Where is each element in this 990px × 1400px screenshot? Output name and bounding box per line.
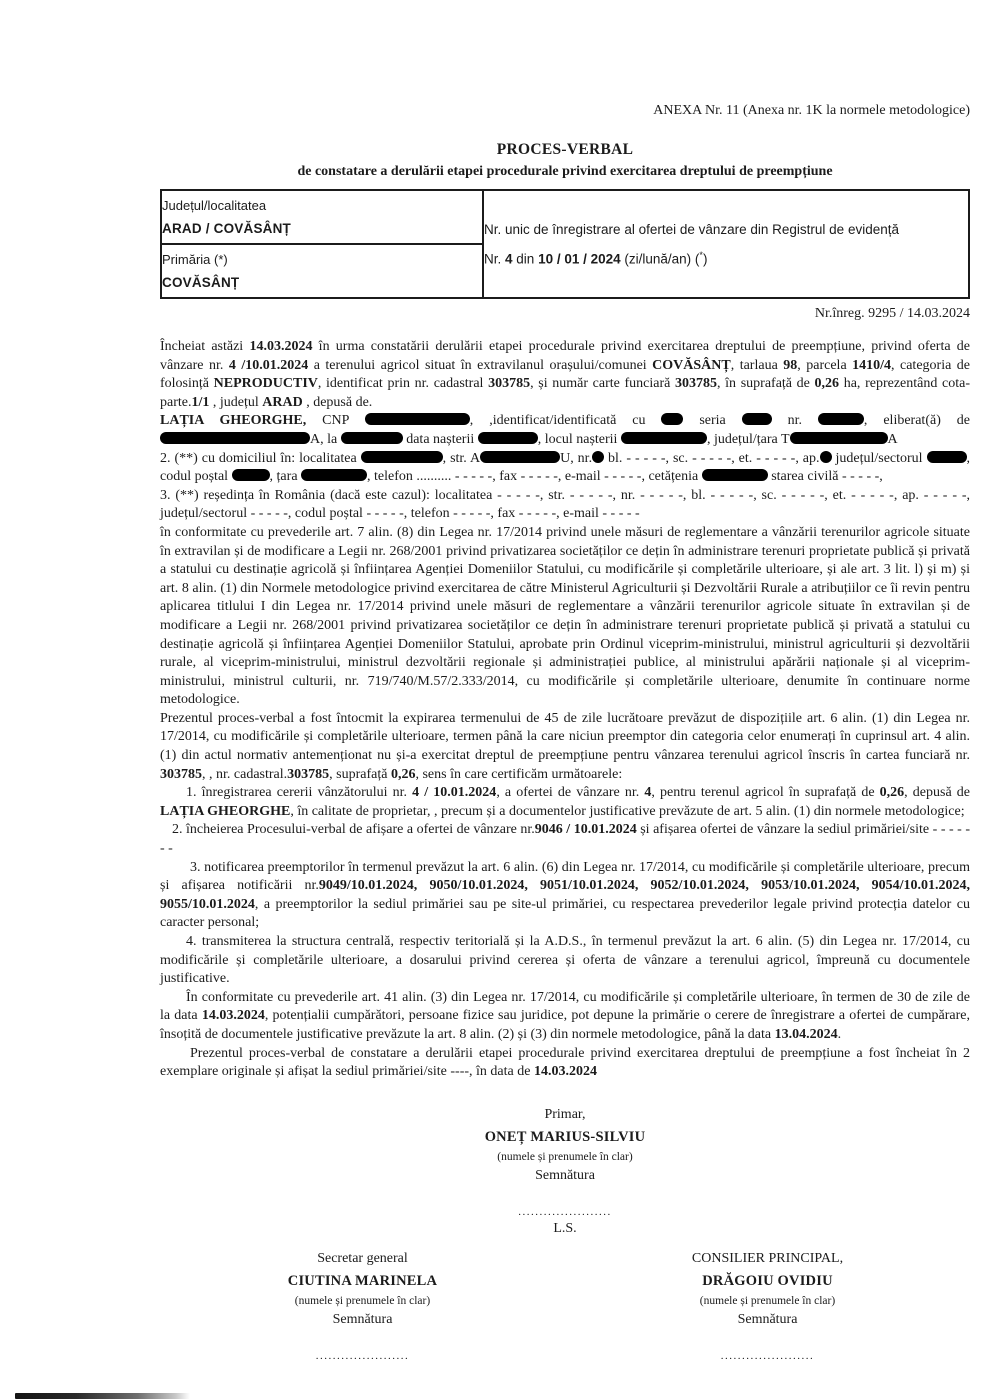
signature-block-secretar [160, 1251, 565, 1362]
paragraph: 1. înregistrarea cererii vânzătorului nr. 4 / 10.01.2024, a ofertei de vânzare nr. 4, pentru terenul agricol în suprafață de 0,26, depusă de LAȚIA GHEORGHE, în calitate de proprietar, , precum și a documentelor justificative prevăzute de art. 5 alin. (1) din normele metodologice; [160, 785, 971, 819]
registry-number-note: Nr.înreg. 9295 / 14.03.2024 [814, 306, 970, 321]
county-label: Județul/localitatea [162, 198, 267, 213]
redaction-bar [365, 413, 470, 425]
consilier-note: (numele și prenumele în clar) [699, 1294, 836, 1307]
anexa-note: ANEXA Nr. 11 (Anexa nr. 1K la normele metodologice) [653, 103, 970, 118]
county-cell [161, 190, 483, 244]
registration-cell [483, 190, 969, 298]
paragraph: în conformitate cu prevederile art. 7 alin. (8) din Legea nr. 17/2014 privind unele măsuri de reglementare a vânzării terenurilor agricole situate în extravilan și de modificare a Legii nr. 268/2001 privind privatizarea societăților ce dețin în administrare terenuri proprietate publică și privată a statului cu destinație agricolă și înființarea Agenției Domeniilor Statului, cu modificările și completările ulterioare, și ale art. 3 lit. l) și m) și art. 8 alin. (1) din Normele metodologice privind exercitarea de către Ministerul Agriculturii și Dezvoltării Rurale a atribuțiilor ce îi revin pentru aplicarea titlului I din Legea nr. 17/2014 privind unele măsuri de reglementare a vânzării terenurilor agricole situate în extravilan și de modificare a Legii nr. 268/2001 privind privatizarea societăților ce dețin în administrare terenuri proprietate publică și privată a statului cu destinație agricolă și înființarea Agenției Domeniilor Statului, aprobate prin Ordinul viceprim-ministrului, ministrul agriculturii și dezvoltării rurale, al viceprim-ministrului, ministrul dezvoltării regionale și administrației publice, al ministrului apărării naționale și al viceprim-ministrului, ministrul culturii, nr. 719/740/M.57/2.333/2014, cu modificările și completările ulterioare, denumite în continuare norme metodologice. [160, 524, 970, 708]
page-title: PROCES-VERBAL [496, 141, 634, 158]
primar-signature-label: Semnătura [535, 1167, 595, 1183]
paragraph: Prezentul proces-verbal de constatare a derulării etapei procedurale privind exercitarea dreptului de preempțiune a fost încheiat în 2 exemplare originale și afișat la sediul primăriei/site ----, în data de 14.03.2024 [160, 1045, 970, 1080]
secretar-role: Secretar general [317, 1250, 408, 1266]
primar-name: ONEȚ MARIUS-SILVIU [484, 1128, 646, 1145]
redaction-bar [621, 432, 707, 444]
redaction-bar [232, 469, 270, 481]
paragraph: LAȚIA GHEORGHE, CNP , ,identificat/identificată cu seria nr. , eliberat(ă) de A, la data nașterii , locul nașterii , județul/țara T A [160, 413, 970, 447]
signature-block-consilier [565, 1251, 970, 1362]
page-subtitle: de constatare a derulării etapei procedurale privind exercitarea dreptului de preempțiune [297, 164, 833, 179]
paragraph: 3. (**) reședința în România (dacă este cazul): localitatea - - - - -, str. - - - - -, nr. - - - - -, bl. - - - - -, sc. - - - - -, et. - - - - -, ap. - - - - -, județul/sectorul - - - - -, codul poștal - - - - -, telefon - - - - -, fax - - - - -, e-mail - - - - - [160, 487, 970, 522]
paragraph: În conformitate cu prevederile art. 41 alin. (3) din Legea nr. 17/2014, cu modificările și completările ulterioare, în termen de 30 de zile de la data 14.03.2024, potențialii cumpărători, persoane fizice sau juridice, pot depune la primărie o cerere de înregistrare a ofertei de cumpărare, însoțită de documentele justificative prevăzute la art. 8 alin. (2) și (3) din normele metodologice, până la data 13.04.2024. [160, 989, 970, 1042]
paragraph: 2. (**) cu domiciliul în: localitatea , str. A U, nr. bl. - - - - -, sc. - - - - -, et. - - - - -, ap. județul/sectorul , codul poștal , țara , telefon .......... - - - - -, fax - - - - -, e-mail - - - - -, cetățenia starea civilă - - - - -, [160, 450, 971, 485]
stamp-placeholder: L.S. [553, 1220, 577, 1236]
header-table [160, 189, 970, 299]
paragraph: 3. notificarea preemptorilor în termenul prevăzut la art. 6 alin. (6) din Legea nr. 17/2014, cu modificările și completările ulterioare, precum și afișarea notificării nr.9049/10.01.2024, 9050/10.01.2024, 9051/10.01.2024, 9052/10.01.2024, 9053/10.01.2024, 9054/10.01.2024, 9055/10.01.2024, a preemptorilor la sediul primăriei sau pe site-ul primăriei, cu respectarea prevederilor legale privind protecția datelor cu caracter personal; [160, 859, 970, 931]
paragraph: Încheiat astăzi 14.03.2024 în urma constatării derulării etapei procedurale privind exercitarea dreptului de preempțiune, privind oferta de vânzare nr. 4 /10.01.2024 a terenului agricol situat în extravilanul orașului/comunei COVĂSÂNȚ, tarlaua 98, parcela 1410/4, categoria de folosință NEPRODUCTIV, identificat prin nr. cadastral 303785, și număr carte funciară 303785, în suprafață de 0,26 ha, reprezentând cota-parte.1/1 , județul ARAD , depusă de. [160, 339, 971, 410]
scan-artifact [15, 1393, 190, 1399]
registration-number-line: Nr. 4 din 10 / 01 / 2024 (zi/lună/an) (*) [484, 249, 708, 267]
secretar-name: CIUTINA MARINELA [287, 1272, 438, 1289]
redaction-bar [742, 413, 772, 425]
redaction-bar [702, 469, 768, 481]
consilier-signature-label: Semnătura [737, 1311, 798, 1327]
redaction-bar [478, 432, 538, 444]
secretar-signature-line: ...................... [315, 1349, 410, 1362]
secretar-signature-label: Semnătura [332, 1311, 393, 1327]
paragraph: Prezentul proces-verbal a fost întocmit la expirarea termenului de 45 de zile lucrătoare prevăzut de dispozițiile art. 6 alin. (1) din Legea nr. 17/2014, cu modificările și completările ulterioare, termen până la care niciun preemptor din categoria celor enumerați în cuprinsul art. 4 alin. (1) din actul normativ antemenționat nu și-a exercitat dreptul de preempțiune pentru vânzarea terenului agricol înscris în cartea funciară nr. 303785, , nr. cadastral.303785, suprafață 0,26, sens în care certificăm următoarele: [160, 710, 970, 782]
county-value: ARAD / COVĂSÂNȚ [162, 221, 292, 236]
primar-role: Primar, [544, 1106, 586, 1122]
cityhall-label: Primăria (*) [162, 252, 228, 267]
cityhall-cell [161, 244, 483, 298]
paragraph: 2. încheierea Procesului-verbal de afișare a ofertei de vânzare nr.9046 / 10.01.2024 și afișarea ofertei de vânzare la sediul primăriei/site - - - - - - - [160, 822, 971, 857]
redaction-bar [301, 469, 367, 481]
redaction-bar [160, 432, 310, 444]
redaction-bar [820, 451, 832, 463]
document-body [160, 338, 970, 1082]
redaction-bar [927, 451, 967, 463]
registration-title: Nr. unic de înregistrare al ofertei de vânzare din Registrul de evidență [484, 221, 899, 237]
consilier-name: DRĂGOIU OVIDIU [702, 1272, 833, 1289]
cityhall-value: COVĂSÂNȚ [162, 275, 240, 290]
redaction-bar [818, 413, 864, 425]
primar-note: (numele și prenumele în clar) [497, 1150, 633, 1163]
redaction-bar [592, 451, 604, 463]
redaction-bar [480, 451, 560, 463]
secretar-note: (numele și prenumele în clar) [294, 1294, 431, 1307]
signature-columns [160, 1251, 970, 1362]
paragraph: 4. transmiterea la structura centrală, respectiv teritorială și la A.D.S., în termenul prevăzut la art. 6 alin. (5) din Legea nr. 17/2014, cu modificările și completările ulterioare, a dosarului privind cererea și oferta de vânzare a terenului agricol, împreună cu documentele justificative. [160, 934, 970, 987]
consilier-role: CONSILIER PRINCIPAL, [691, 1250, 844, 1266]
redaction-bar [661, 413, 683, 425]
signature-block-primar [160, 1107, 970, 1237]
page-content [160, 0, 970, 1362]
consilier-signature-line: ...................... [720, 1349, 815, 1362]
redaction-bar [361, 451, 443, 463]
redaction-bar [790, 432, 888, 444]
redaction-bar [341, 432, 403, 444]
primar-signature-line: ...................... [518, 1205, 612, 1218]
